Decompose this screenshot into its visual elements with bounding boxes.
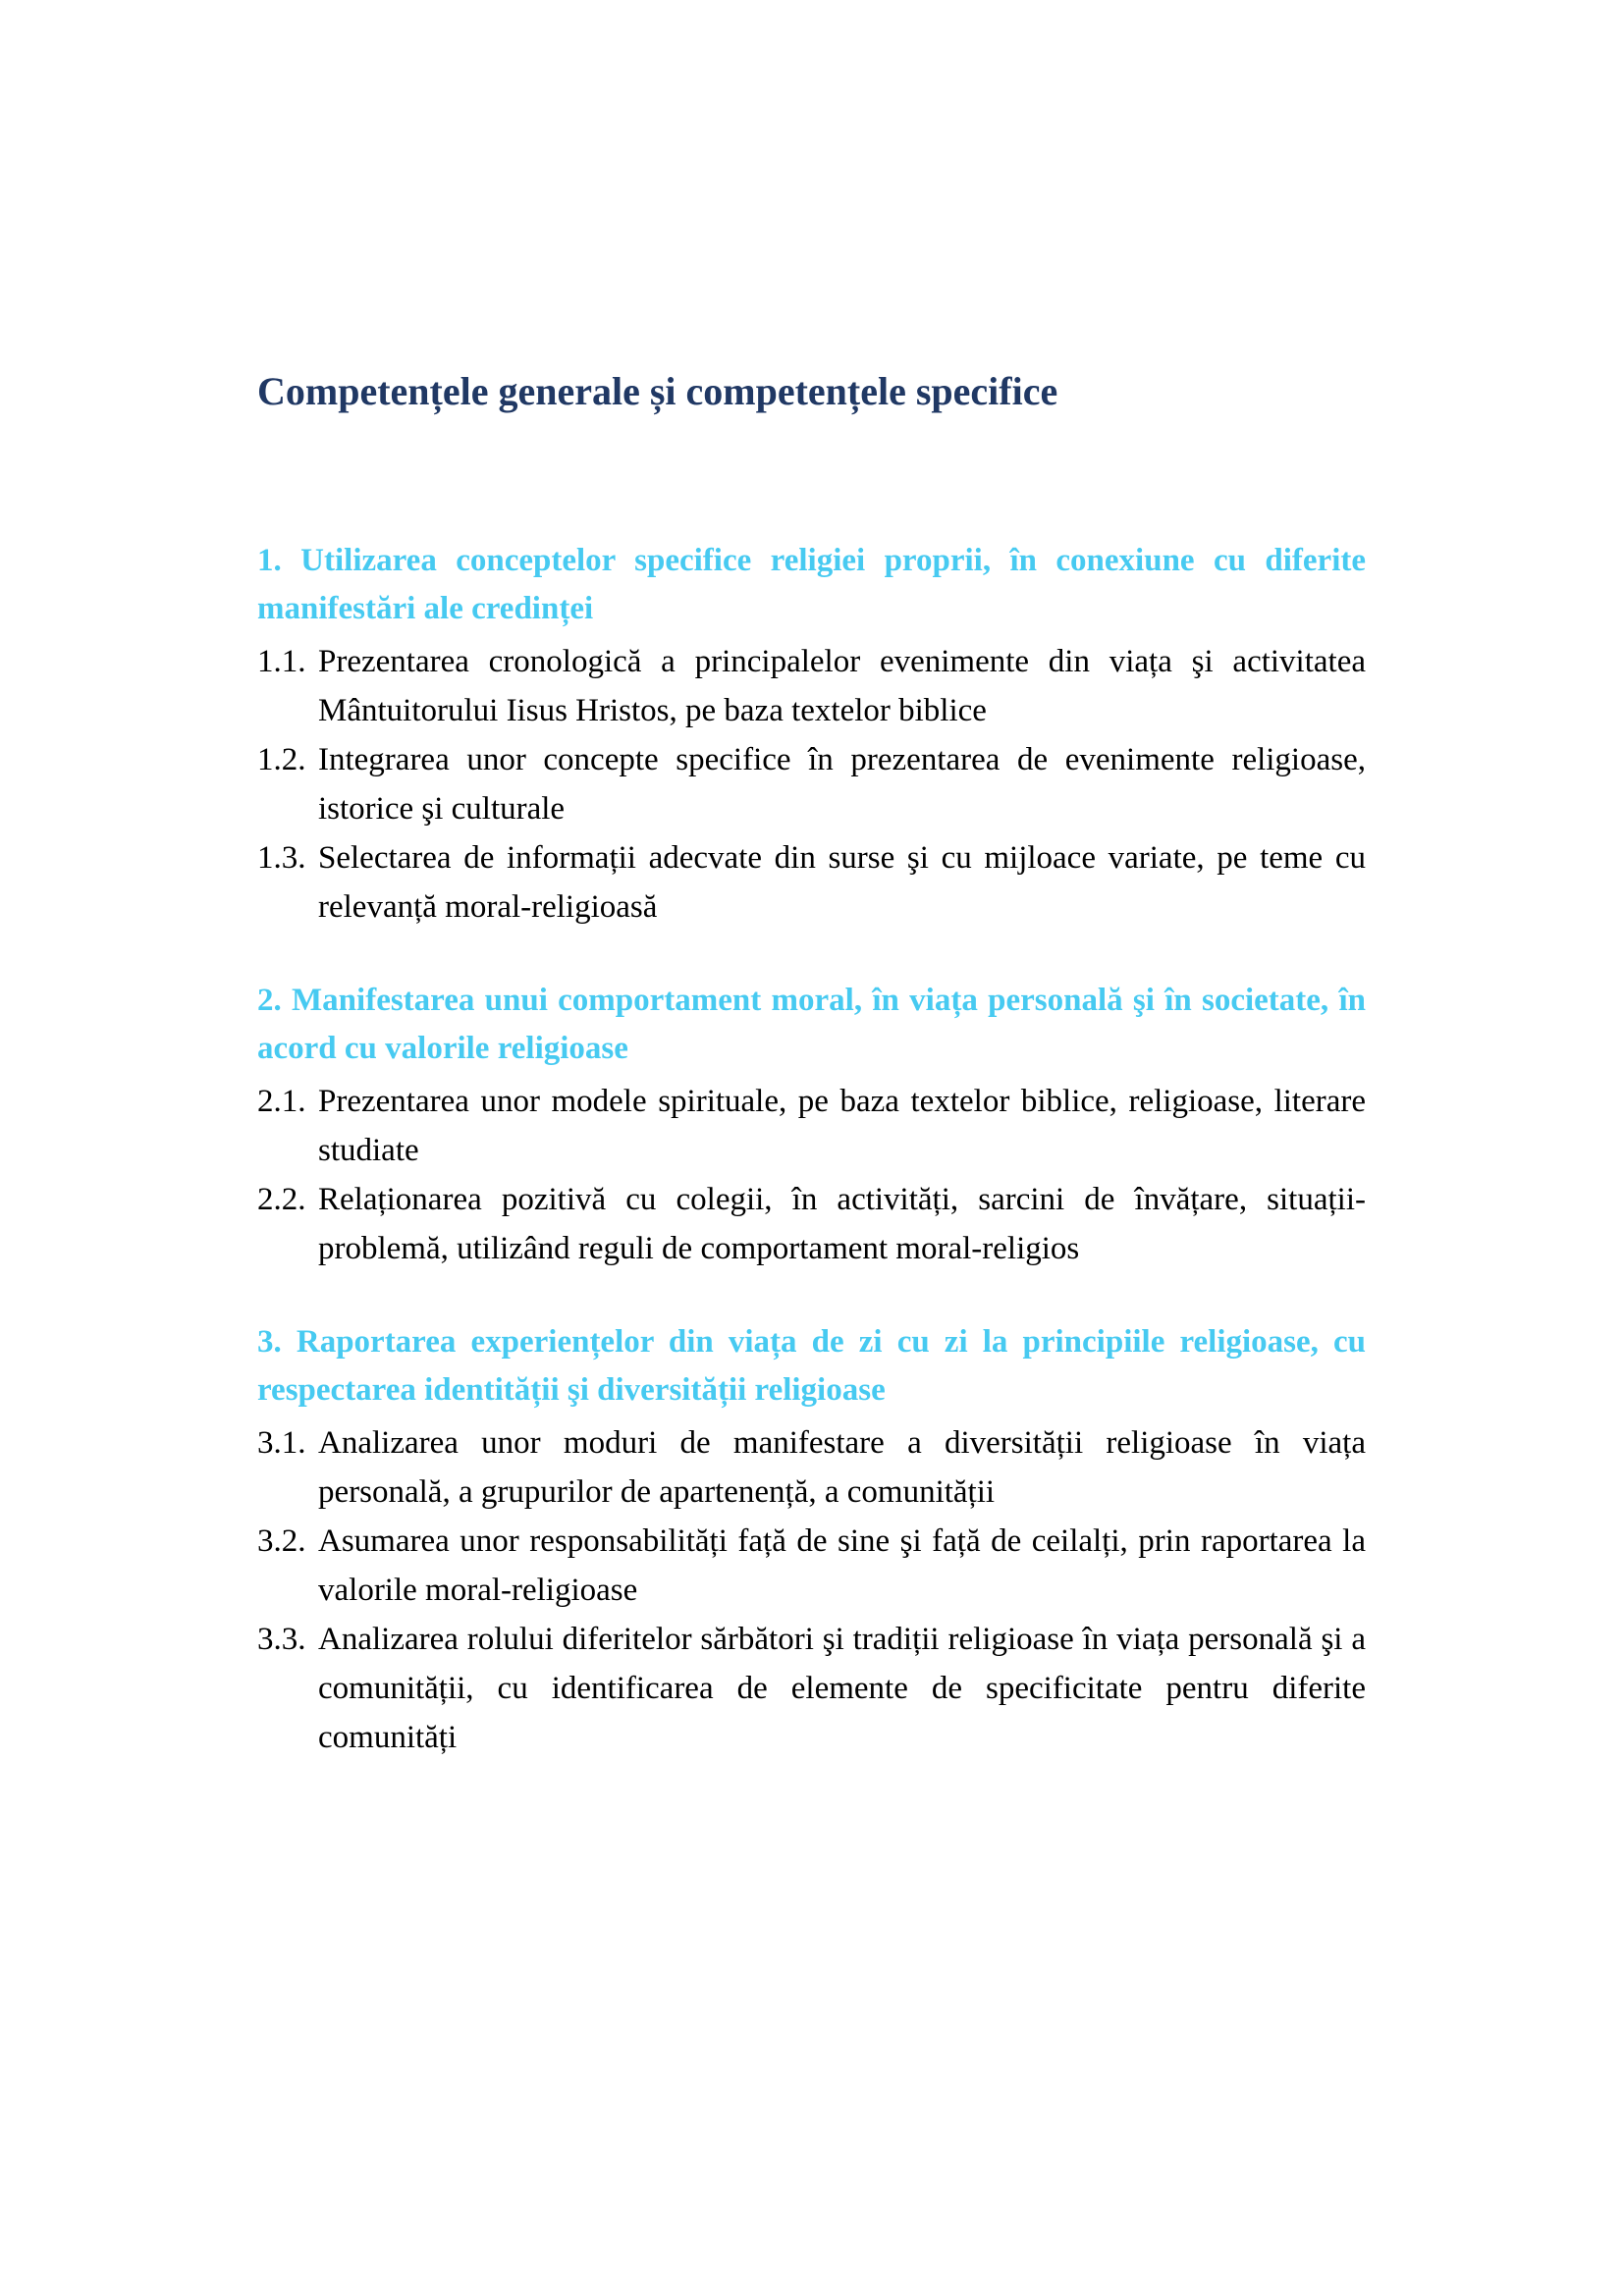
item-number: 3.2.: [257, 1523, 306, 1559]
competency-item-1-3: [257, 833, 1366, 932]
item-number: 1.1.: [257, 644, 306, 679]
competency-item-1-1: [257, 637, 1366, 735]
section-1: [257, 537, 1366, 932]
competency-item-2-2: [257, 1175, 1366, 1273]
section-2-heading: 2. Manifestarea unui comportament moral, în viața personală şi în societate, în acord cu valorile religioase: [257, 983, 1366, 1066]
section-2: [257, 977, 1366, 1273]
item-text: Analizarea unor moduri de manifestare a diversității religioase în viața personală, a grupurilor de apartenență, a comunității: [318, 1425, 1366, 1510]
competency-item-3-2: [257, 1517, 1366, 1615]
competency-item-3-3: [257, 1615, 1366, 1762]
competency-item-2-1: [257, 1077, 1366, 1175]
item-text: Relaționarea pozitivă cu colegii, în activități, sarcini de învățare, situații-problemă, utilizând reguli de comportament moral-religios: [318, 1182, 1366, 1266]
item-text: Analizarea rolului diferitelor sărbători şi tradiții religioase în viața personală şi a comunității, cu identificarea de elemente de specificitate pentru diferite comunități: [318, 1622, 1366, 1755]
item-text: Integrarea unor concepte specifice în prezentarea de evenimente religioase, istorice şi culturale: [318, 742, 1366, 827]
competency-item-3-1: [257, 1418, 1366, 1517]
item-number: 3.1.: [257, 1425, 306, 1461]
item-number: 1.3.: [257, 840, 306, 876]
item-text: Prezentarea cronologică a principalelor evenimente din viața şi activitatea Mântuitorului Iisus Hristos, pe baza textelor biblice: [318, 644, 1366, 728]
item-number: 2.1.: [257, 1084, 306, 1119]
competency-item-1-2: [257, 735, 1366, 833]
section-3-heading: 3. Raportarea experiențelor din viața de zi cu zi la principiile religioase, cu respectarea identității şi diversității religioase: [257, 1324, 1366, 1408]
item-text: Prezentarea unor modele spirituale, pe baza textelor biblice, religioase, literare studiate: [318, 1084, 1366, 1168]
page-title: Competențele generale și competențele specifice: [257, 369, 1058, 413]
section-3: [257, 1318, 1366, 1762]
item-number: 1.2.: [257, 742, 306, 777]
item-text: Selectarea de informații adecvate din surse şi cu mijloace variate, pe teme cu relevanță moral-religioasă: [318, 840, 1366, 925]
item-number: 2.2.: [257, 1182, 306, 1217]
item-number: 3.3.: [257, 1622, 306, 1657]
section-1-heading: 1. Utilizarea conceptelor specifice religiei proprii, în conexiune cu diferite manifestări ale credinței: [257, 543, 1366, 626]
item-text: Asumarea unor responsabilități față de sine şi față de ceilalți, prin raportarea la valorile moral-religioase: [318, 1523, 1366, 1608]
